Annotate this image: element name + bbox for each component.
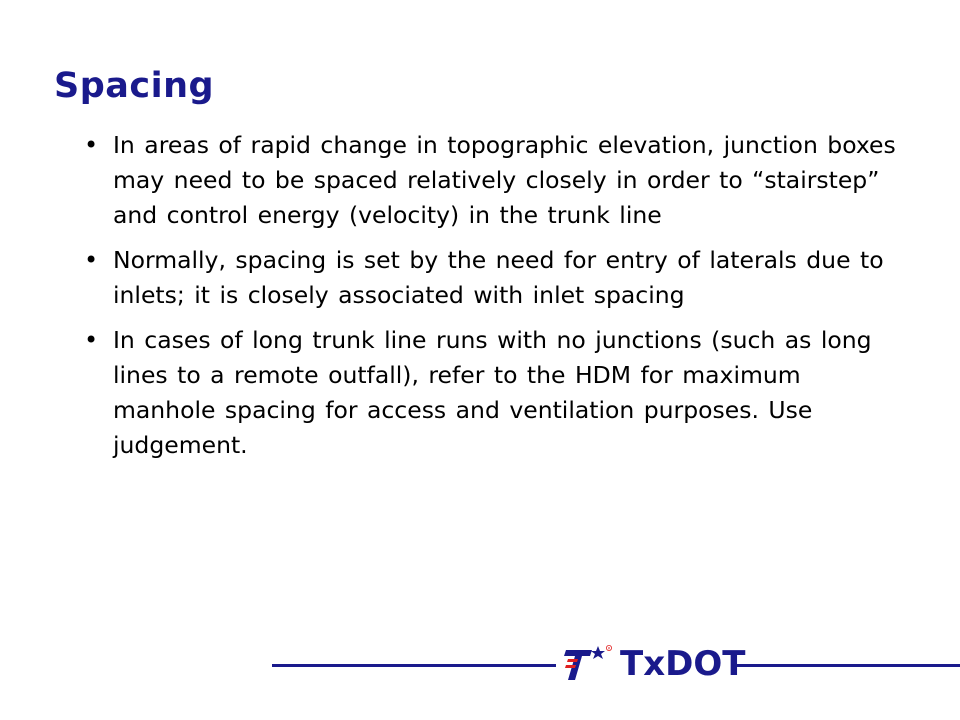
svg-text:R: R (607, 646, 611, 651)
bullet-text: Normally, spacing is set by the need for entry of laterals due to inlets; it is closely associated with inlet spacing (113, 246, 884, 309)
footer-rule-right (732, 664, 960, 667)
txdot-star-icon (562, 644, 612, 684)
bullet-text: In cases of long trunk line runs with no junctions (such as long lines to a remote outfall), refer to the HDM for maximum manhole spacing for access and ventilation purposes. Use judgement. (113, 326, 872, 459)
bullet-item (84, 128, 904, 233)
bullet-icon: • (84, 131, 99, 159)
bullet-list (84, 128, 904, 473)
txdot-logo (562, 640, 746, 690)
bullet-icon: • (84, 326, 99, 354)
footer-rule-left (272, 664, 556, 667)
logo-wordmark: TxDOT (620, 644, 746, 684)
slide-title: Spacing (54, 66, 215, 106)
bullet-icon: • (84, 246, 99, 274)
bullet-text: In areas of rapid change in topographic elevation, junction boxes may need to be spaced relatively closely in order to “stairstep” and control energy (velocity) in the trunk line (113, 131, 896, 229)
bullet-item (84, 243, 904, 313)
bullet-item (84, 323, 904, 463)
